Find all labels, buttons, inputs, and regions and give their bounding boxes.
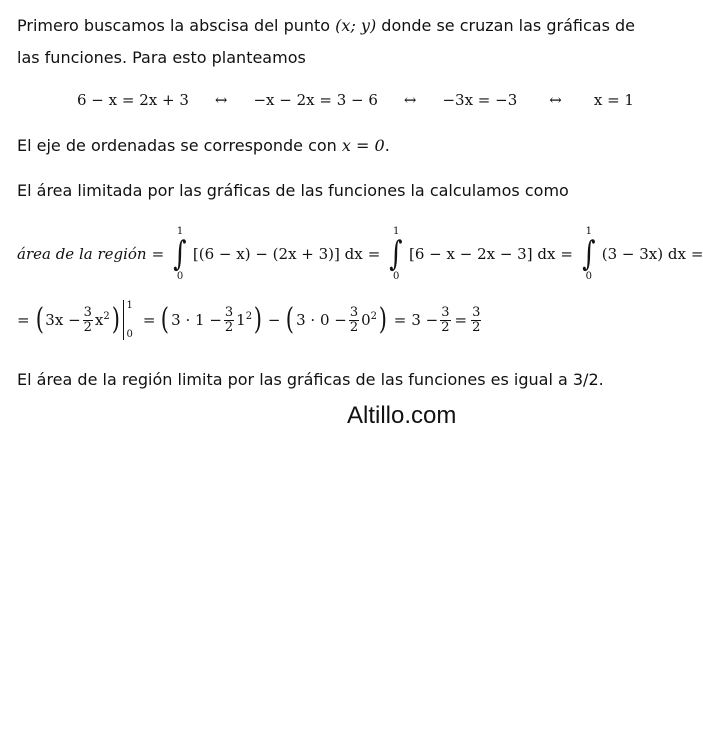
- integral-sign: 1 ∫ 0: [173, 226, 187, 282]
- site-watermark: Altillo.com: [347, 402, 457, 429]
- intersection-equation: 6 − x = 2x + 3 ↔ −x − 2x = 3 − 6 ↔ −3x = −3 ↔ x = 1: [77, 91, 634, 109]
- fraction: $\frac{3}{2}$: [349, 304, 359, 335]
- area-intro-text: El área limitada por las gráficas de las funciones la calculamos como: [17, 181, 569, 200]
- evaluation-bar: 1 0: [121, 300, 132, 340]
- fraction: $\frac{3}{2}$: [83, 304, 92, 335]
- area-result-line: = ( 3x − $\frac{3}{2}$ $x^2$ ) 1 0 = ( 3 · 1 − $\frac{3}{2}$ $1^2$ ) − ( 3 · 0 − $\frac{3}{2}$ $0^2$ ) = 3 − $\frac{3}{2}$ = $\frac{3}{2}$: [17, 300, 481, 340]
- result-fraction: $\frac{3}{2}$: [472, 304, 481, 335]
- intro-line-2: las funciones. Para esto planteamos: [17, 48, 306, 67]
- ordinate-axis-text: El eje de ordenadas se corresponde con x = 0.: [17, 136, 390, 155]
- integral-sign: 1 ∫ 0: [582, 226, 596, 282]
- integral-sign: 1 ∫ 0: [389, 226, 403, 282]
- conclusion-text: El área de la región limita por las gráficas de las funciones es igual a 3/2.: [17, 370, 604, 389]
- fraction: $\frac{3}{2}$: [224, 304, 234, 335]
- area-integral-line: área de la región = 1 ∫ 0 [(6 − x) − (2x + 3)] dx = 1 ∫ 0 [6 − x − 2x − 3] dx = 1 ∫ 0 (3 − 3x) dx =: [17, 226, 703, 282]
- intro-line-1: Primero buscamos la abscisa del punto (x; y) donde se cruzan las gráficas de: [17, 16, 635, 35]
- fraction: $\frac{3}{2}$: [441, 304, 450, 335]
- point-notation: (x; y): [335, 16, 377, 35]
